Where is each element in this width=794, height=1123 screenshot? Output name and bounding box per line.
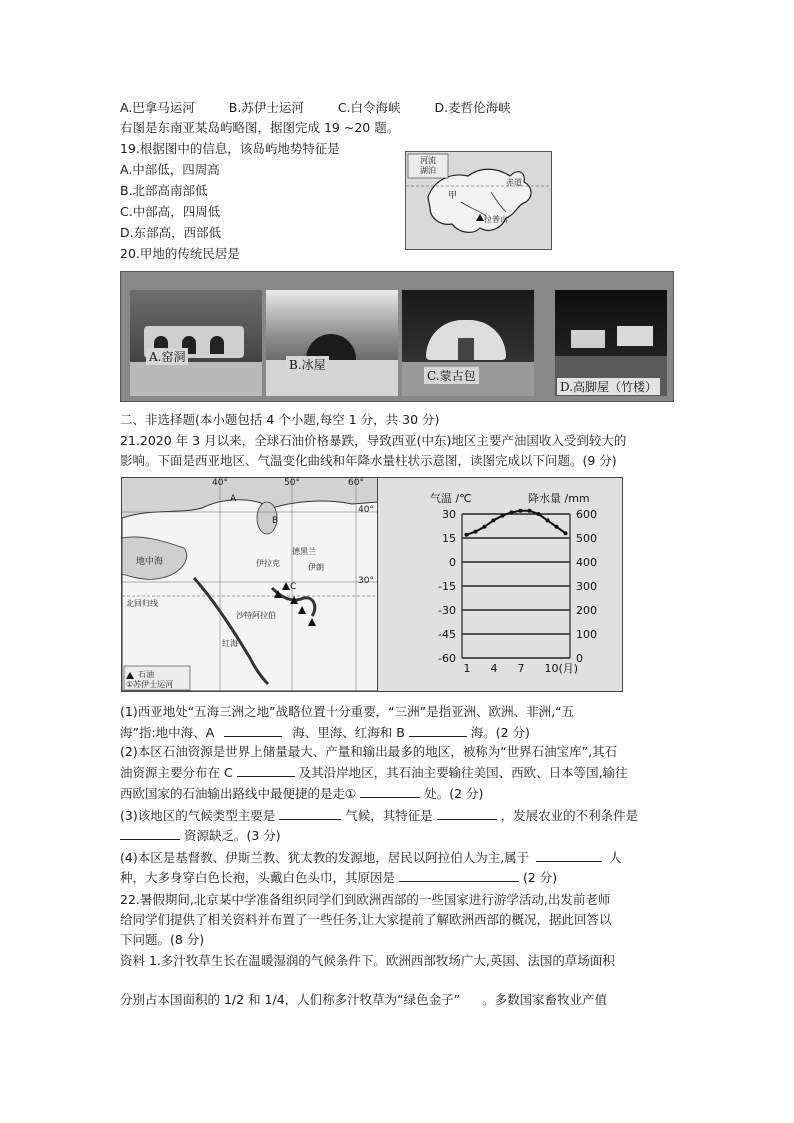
chart-temperature-point: [564, 531, 568, 535]
q22-line1: 22.暑假期间,北京某中学准备组织同学们到欧洲西部的一些国家进行游学活动,出发前老师: [120, 892, 611, 907]
map-lat-40: 40°: [358, 505, 374, 515]
q22-line2: 给同学们提供了相关资料并布置了一些任务,让大家提前了解欧洲西部的概况，据此回答以: [120, 912, 612, 927]
island-legend-river: 河流: [420, 156, 436, 165]
q21-sub4-text-b: 人: [609, 850, 622, 865]
chart-left-tick: -30: [438, 604, 456, 617]
q21-sub2-text-a: 油资源主要分布在 C: [120, 765, 233, 780]
q21-sub4-text-c: 种，大多身穿白色长袍，头戴白色头巾，其原因是: [120, 870, 396, 885]
photo-igloo: [266, 290, 398, 396]
map-label-tropic: 北回归线: [126, 599, 158, 608]
q21-blank-c[interactable]: [237, 763, 295, 777]
chart-left-tick: -60: [438, 652, 456, 665]
q22-line3: 下问题。(8 分): [120, 932, 205, 947]
map-label-tehran: 德黑兰: [292, 547, 316, 556]
q21-blank-climate-type[interactable]: [279, 806, 341, 820]
chart-x-tick: 4: [490, 662, 498, 675]
q19-option-a: A.中部低，四周高: [120, 162, 220, 177]
map-lon-40: 40°: [212, 478, 228, 488]
chart-temperature-point: [510, 510, 514, 514]
chart-temperature-point: [519, 509, 523, 513]
map-label-c: C: [290, 582, 297, 592]
chart-ylabel-left: 气温 /℃: [430, 492, 472, 505]
chart-right-tick: 500: [576, 532, 597, 545]
q21-intro-line2: 影响。下面是西亚地区、气温变化曲线和年降水量柱状示意图，读图完成以下问题。(9 分): [120, 453, 617, 468]
island-label-equator: 赤道: [506, 178, 522, 187]
q20-option-b: B.冰屋: [286, 356, 329, 373]
chart-ylabel-right: 降水量 /mm: [528, 492, 590, 505]
q21-sub3-text-b: 气候，其特征是: [345, 808, 433, 823]
q20-option-c: C.蒙古包: [424, 367, 479, 384]
chart-temperature-point: [555, 525, 559, 529]
map-lon-50: 50°: [284, 478, 300, 488]
q20-option-a: A.窑洞: [146, 348, 188, 365]
q21-sub2-text-b: 及其沿岸地区，其石油主要输往美国、西欧、日本等国,输往: [298, 765, 628, 780]
q21-sub1-line2: [120, 723, 530, 741]
climate-chart-svg: [378, 478, 622, 691]
q21-blank-b-sea[interactable]: [409, 723, 467, 737]
chart-temperature-point: [474, 530, 478, 534]
q21-sub4-text-a: (4)本区是基督教、伊斯兰教、犹太教的发源地，居民以阿拉伯人为主,属于: [120, 850, 530, 865]
chart-temperature-point: [465, 533, 469, 537]
q21-sub1-text-a: 海”指:地中海、A: [120, 725, 215, 740]
map-label-mediterranean: 地中海: [136, 557, 164, 567]
q21-blank-a-sea[interactable]: [224, 723, 282, 737]
q18-option-c: C.白令海峡: [337, 100, 401, 115]
q21-sub2-line3: [120, 784, 483, 802]
chart-temperature-point: [537, 512, 541, 516]
q18-option-b: B.苏伊士运河: [228, 100, 304, 115]
chart-right-tick: 100: [576, 628, 597, 641]
q21-blank-reason[interactable]: [399, 868, 519, 882]
photo-cave-dwelling: [130, 290, 262, 396]
chart-right-tick: 0: [576, 652, 583, 665]
q22-material-line2: [120, 991, 607, 1008]
chart-left-tick: 15: [442, 532, 456, 545]
west-asia-map: [121, 477, 379, 692]
q21-sub3-line2: [120, 826, 281, 844]
chart-x-tick: 1: [463, 662, 471, 675]
island-label-mountain: 拉普山: [484, 215, 508, 224]
chart-left-tick: -15: [438, 580, 456, 593]
q19-option-b: B.北部高南部低: [120, 183, 208, 198]
island-legend-lake: 湖泊: [420, 166, 436, 175]
map-lat-30: 30°: [358, 576, 374, 586]
q19-option-d: D.东部高，西部低: [120, 225, 222, 240]
chart-right-tick: 600: [576, 508, 597, 521]
q21-sub3-text-c: ，发展农业的不利条件是: [500, 808, 639, 823]
q22-material-text-b: 。多数国家畜牧业产值: [482, 992, 608, 1007]
q21-sub3-text-d: 资源缺乏。(3 分): [183, 828, 281, 843]
q21-sub2-text-d: 处。(2 分): [424, 786, 484, 801]
chart-x-tick: 7: [517, 662, 525, 675]
q19-stem: 19.根据图中的信息，该岛屿地势特征是: [120, 141, 340, 156]
q18-option-a: A.巴拿马运河: [120, 100, 195, 115]
chart-right-tick: 400: [576, 556, 597, 569]
q21-sub4-line1: [120, 848, 622, 866]
chart-temperature-point: [528, 509, 532, 513]
q22-material-text-a: 分别占本国面积的 1/2 和 1/4，人们称多汁牧草为“绿色金子”: [120, 992, 461, 1007]
map-label-saudi: 沙特阿拉伯: [236, 611, 276, 620]
q20-stem: 20.甲地的传统民居是: [120, 246, 240, 261]
q21-sub2-line2: [120, 763, 628, 781]
climate-chart: [377, 477, 623, 692]
map-label-red-sea: 红海: [222, 639, 238, 648]
q20-option-d: D.高脚屋（竹楼）: [557, 378, 660, 395]
section2-heading: 二、非选择题(本小题包括 4 个小题,每空 1 分，共 30 分): [120, 412, 440, 427]
q21-sub4-text-d: (2 分): [522, 870, 558, 885]
island-label-jia: 甲: [448, 191, 458, 201]
q19-option-c: C.中部高，四周低: [120, 204, 221, 219]
q21-blank-race[interactable]: [536, 848, 602, 862]
intro-19-20: 右图是东南亚某岛屿略图，据图完成 19 ~20 题。: [120, 120, 400, 135]
chart-x-tick: 10(月): [544, 662, 579, 675]
q21-sub2-line1: (2)本区石油资源是世界上储量最大、产量和输出最多的地区，被称为“世界石油宝库”,其石: [120, 744, 618, 759]
chart-left-tick: -45: [438, 628, 456, 641]
chart-temperature-point: [483, 525, 487, 529]
q18-option-d: D.麦哲伦海峡: [434, 100, 511, 115]
map-label-iran: 伊朗: [308, 563, 324, 572]
chart-temperature-point: [501, 514, 505, 518]
q21-blank-climate-feature[interactable]: [437, 806, 497, 820]
map-legend-suez: ①苏伊士运河: [126, 680, 174, 689]
q21-sub3-line1: [120, 806, 638, 824]
q21-sub3-text-a: (3)该地区的气候类型主要是: [120, 808, 276, 823]
chart-right-tick: 300: [576, 580, 597, 593]
q21-blank-resource[interactable]: [120, 826, 180, 840]
west-asia-map-drawing: [122, 478, 378, 691]
map-label-b: B: [272, 516, 279, 526]
q21-sub4-line2: [120, 868, 557, 886]
chart-left-tick: 30: [442, 508, 456, 521]
chart-temperature-point: [492, 518, 496, 522]
map-lon-60: 60°: [348, 478, 364, 488]
q21-sub1-line1: (1)西亚地处“五海三洲之地”战略位置十分重要，“三洲”是指亚洲、欧洲、非洲,“五: [120, 704, 575, 719]
q21-intro-line1: 21.2020 年 3 月以来，全球石油价格暴跌，导致西亚(中东)地区主要产油国收入受到较大的: [120, 433, 627, 448]
q21-sub1-text-b: 海、里海、红海和 B: [292, 725, 405, 740]
q22-material-line1: 资料 1.多汁牧草生长在温暖湿润的气候条件下。欧洲西部牧场广大,英国、法国的草场面积: [120, 953, 615, 968]
chart-left-tick: 0: [449, 556, 456, 569]
map-legend-oil: 石油: [138, 670, 154, 679]
chart-right-tick: 200: [576, 604, 597, 617]
chart-temperature-point: [546, 518, 550, 522]
q21-sub2-text-c: 西欧国家的石油输出路线中最便捷的是走①: [120, 786, 357, 801]
q21-blank-route[interactable]: [360, 784, 420, 798]
q18-options: [120, 99, 541, 116]
island-map: [405, 151, 552, 250]
map-label-iraq: 伊拉克: [256, 559, 280, 568]
map-label-a: A: [230, 494, 237, 504]
q21-sub1-text-c: 海。(2 分): [470, 725, 530, 740]
